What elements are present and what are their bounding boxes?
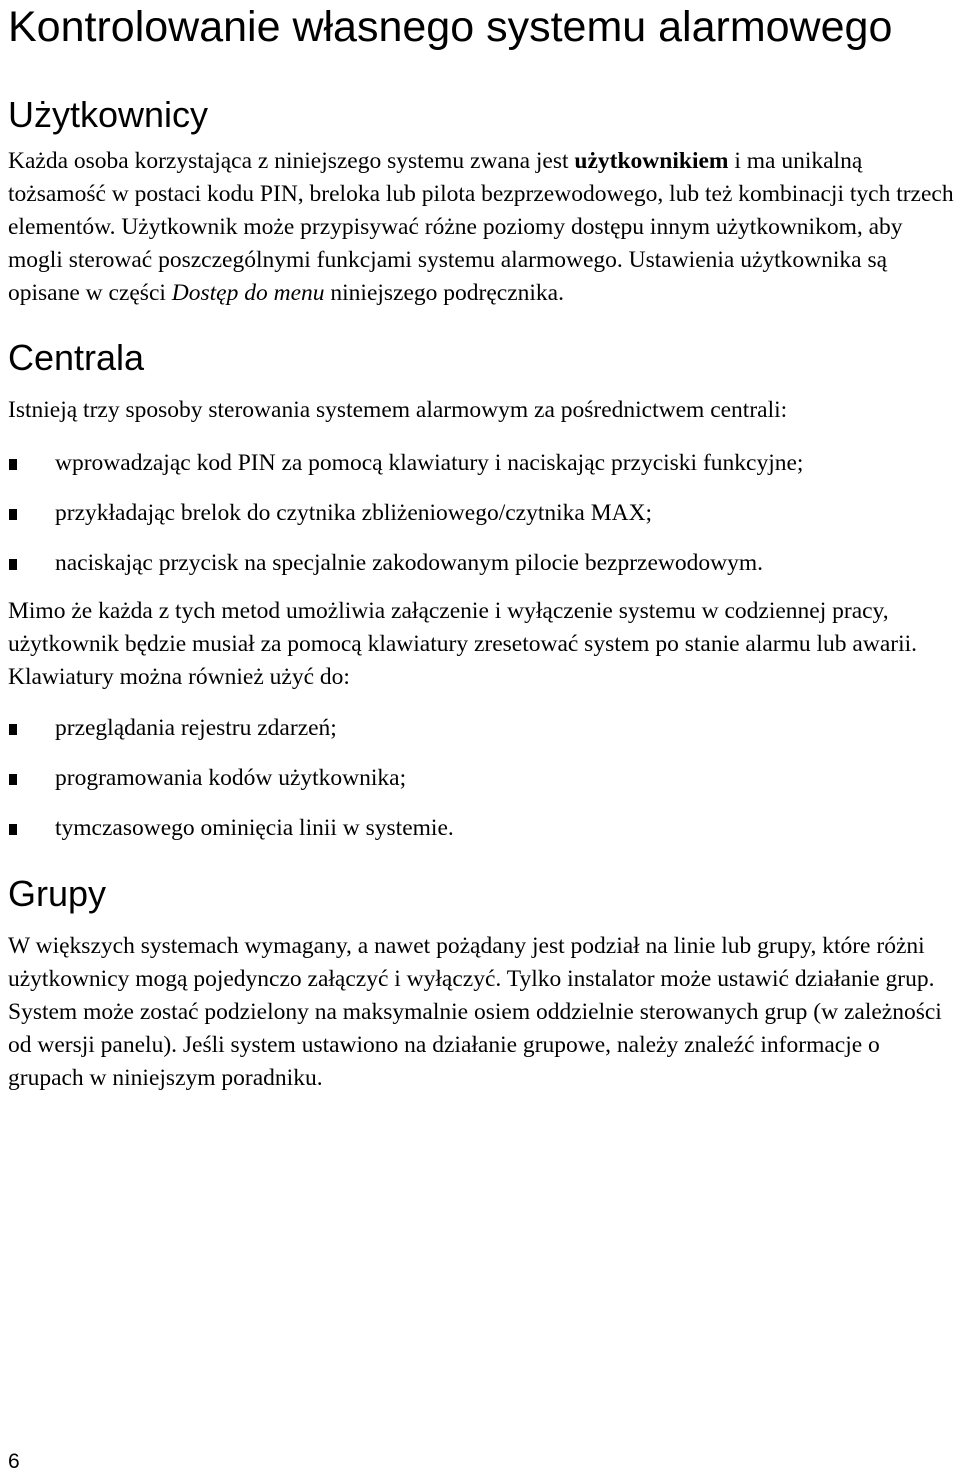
heading-panel: Centrala [8, 337, 145, 378]
list-item [8, 497, 958, 530]
list-item [8, 762, 958, 795]
users-text-3: niniejszego podręcznika. [324, 280, 564, 306]
square-bullet-icon [9, 459, 17, 470]
list-item [8, 812, 958, 845]
square-bullet-icon [9, 559, 17, 570]
panel-methods-list [8, 447, 958, 580]
users-paragraph [8, 145, 958, 310]
groups-paragraph: W większych systemach wymagany, a nawet pożądany jest podział na linie lub grupy, które różni użytkownicy mogą pojedynczo załączyć i wyłączyć. Tylko instalator może ustawić działanie grup. System może zostać podzielony na maksymalnie osiem oddzielnie sterowanych grup (w zależności od wersji panelu). Jeśli system ustawiono na działanie grupowe, należy znaleźć informacje o grupach w niniejszym poradniku. [8, 933, 942, 1091]
page-number: 6 [8, 1450, 20, 1473]
users-term-bold: użytkownikiem [574, 148, 729, 174]
square-bullet-icon [9, 824, 17, 835]
users-text-2: i ma unikalną tożsamość w postaci kodu PIN, breloka lub pilota bezprzewodowego, lub też kombinacji tych trzech elementów. Użytkownik może przypisywać różne poziomy dostępu innym użytkownikom, aby mogli sterować poszczególnymi funkcjami systemu alarmowego. Ustawienia użytkownika są opisane w części [8, 148, 954, 306]
panel-note: Mimo że każda z tych metod umożliwia załączenie i wyłączenie systemu w codziennej pracy, użytkownik będzie musiał za pomocą klawiatury zresetować system po stanie alarmu lub awarii. Klawiatury można również użyć do: [8, 598, 918, 690]
document-page [8, 0, 958, 1095]
list-item [8, 447, 958, 480]
list-item-text: przeglądania rejestru zdarzeń; [55, 715, 337, 741]
list-item-text: przykładając brelok do czytnika zbliżeniowego/czytnika MAX; [55, 500, 653, 526]
square-bullet-icon [9, 774, 17, 785]
list-item-text: naciskając przycisk na specjalnie zakodowanym pilocie bezprzewodowym. [55, 550, 763, 576]
keypad-uses-list [8, 712, 958, 845]
list-item [8, 712, 958, 745]
square-bullet-icon [9, 724, 17, 735]
users-menu-reference: Dostęp do menu [171, 280, 325, 306]
list-item-text: programowania kodów użytkownika; [55, 765, 407, 791]
list-item-text: wprowadzając kod PIN za pomocą klawiatury i naciskając przyciski funkcyjne; [55, 450, 804, 476]
heading-users: Użytkownicy [8, 94, 209, 135]
square-bullet-icon [9, 509, 17, 520]
panel-intro: Istnieją trzy sposoby sterowania systemem alarmowym za pośrednictwem centrali: [8, 397, 788, 423]
list-item-text: tymczasowego ominięcia linii w systemie. [55, 815, 454, 841]
list-item [8, 547, 958, 580]
heading-groups: Grupy [8, 873, 107, 914]
users-text-1: Każda osoba korzystająca z niniejszego systemu zwana jest [8, 148, 575, 174]
page-title: Kontrolowanie własnego systemu alarmowego [8, 3, 893, 51]
